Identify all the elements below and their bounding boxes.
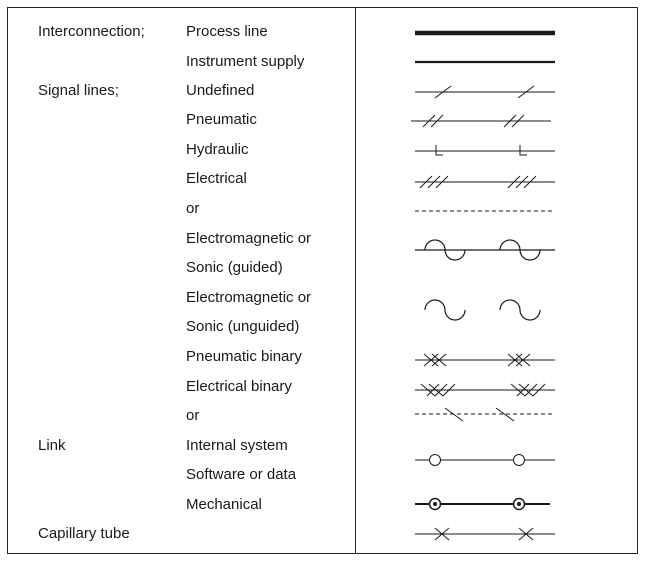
item-pneumatic-binary: Pneumatic binary — [186, 348, 302, 365]
item-electrical-binary: Electrical binary — [186, 378, 292, 395]
category-link: Link — [38, 437, 66, 454]
electrical-binary-symbol — [415, 384, 555, 396]
item-or-binary: or — [186, 407, 200, 424]
item-sonic-guided: Sonic (guided) — [186, 259, 283, 276]
item-internal-system: Internal system — [186, 437, 288, 454]
item-process-line: Process line — [186, 23, 268, 40]
item-electromagnetic-guided-1: Electromagnetic or — [186, 230, 312, 247]
electrical-binary-dashed-symbol — [415, 408, 555, 421]
undefined-signal-symbol — [415, 86, 555, 98]
item-software-or-data: Software or data — [186, 466, 297, 483]
item-undefined: Undefined — [186, 82, 255, 99]
item-mechanical: Mechanical — [186, 496, 262, 513]
item-sonic-unguided: Sonic (unguided) — [186, 318, 300, 335]
category-interconnection: Interconnection; — [38, 23, 145, 40]
pneumatic-binary-symbol — [415, 354, 555, 366]
item-pneumatic: Pneumatic — [186, 111, 257, 128]
electromagnetic-guided-symbol — [415, 240, 555, 260]
item-or-electrical: or — [186, 200, 200, 217]
mechanical-link-symbol — [415, 499, 550, 510]
electrical-signal-symbol — [415, 176, 555, 188]
item-electrical: Electrical — [186, 170, 247, 187]
item-hydraulic: Hydraulic — [186, 141, 249, 158]
item-electromagnetic-unguided-1: Electromagnetic or — [186, 289, 312, 306]
item-instrument-supply: Instrument supply — [186, 53, 305, 70]
capillary-tube-symbol — [415, 528, 555, 540]
category-signal-lines: Signal lines; — [38, 82, 119, 99]
internal-system-link-symbol — [415, 455, 555, 466]
pneumatic-signal-symbol — [411, 115, 551, 127]
category-capillary-tube: Capillary tube — [38, 525, 130, 542]
hydraulic-signal-symbol — [415, 145, 555, 155]
electromagnetic-unguided-symbol — [425, 300, 540, 320]
